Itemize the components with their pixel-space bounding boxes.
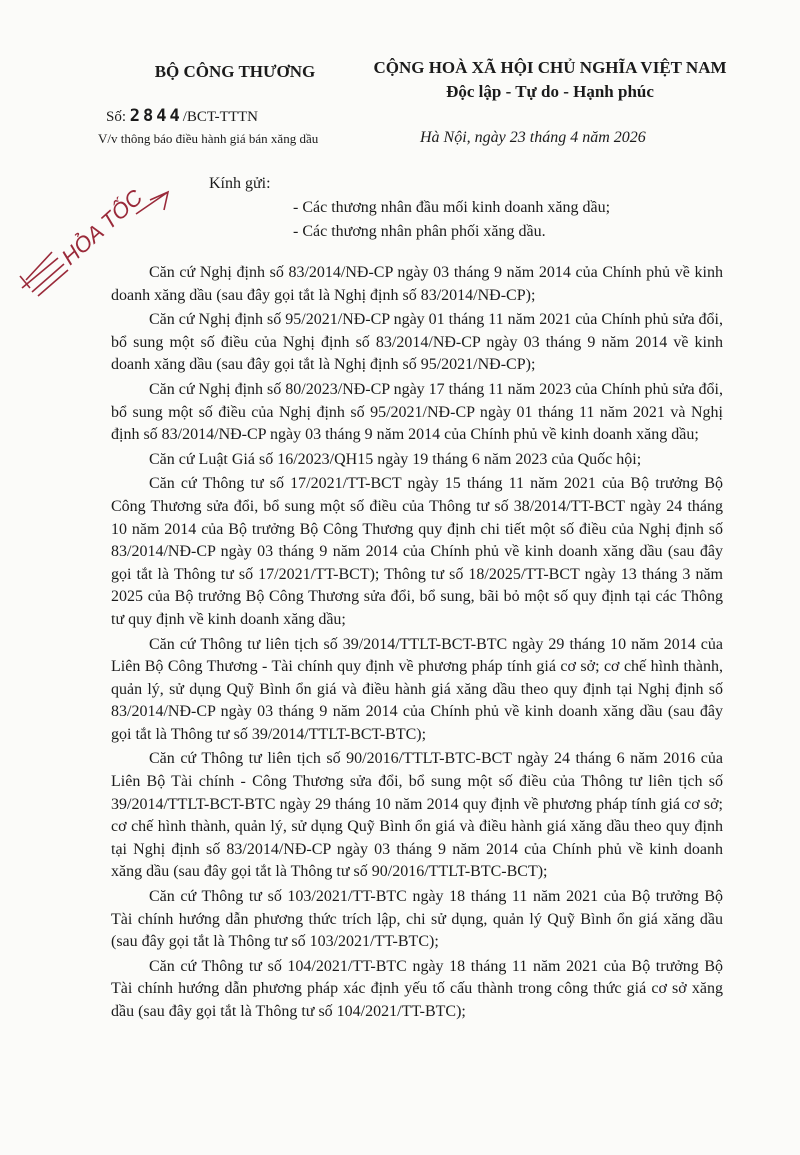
body-paragraph: Căn cứ Nghị định số 80/2023/NĐ-CP ngày 17 tháng 11 năm 2023 của Chính phủ sửa đổi, bổ sung một số điều của Nghị định số 95/2021/NĐ-CP ngày 01 tháng 11 năm 2021 và Nghị định số 83/2014/NĐ-CP ngày 03 tháng 9 năm 2014 của Chính phủ về kinh doanh xăng dầu;: [111, 380, 723, 444]
document-subject: V/v thông báo điều hành giá bán xăng dầu: [98, 131, 319, 146]
document-number-suffix: /BCT-TTTN: [182, 109, 258, 125]
recipient-item: - Các thương nhân đầu mối kinh doanh xăng dầu;: [293, 199, 611, 216]
recipient-item: - Các thương nhân phân phối xăng dầu.: [293, 223, 546, 240]
body-paragraph: Căn cứ Luật Giá số 16/2023/QH15 ngày 19 tháng 6 năm 2023 của Quốc hội;: [149, 450, 642, 468]
recipients-label: Kính gửi:: [209, 175, 271, 192]
body-paragraph: Căn cứ Thông tư số 17/2021/TT-BCT ngày 15 tháng 11 năm 2021 của Bộ trưởng Bộ Công Thương sửa đổi, bổ sung một số điều của Thông tư số 38/2014/TT-BCT ngày 24 tháng 10 năm 2014 của Bộ trưởng Bộ Công Thương quy định chi tiết một số điều của Nghị định số 83/2014/NĐ-CP ngày 03 tháng 9 năm 2014 của Chính phủ về kinh doanh xăng dầu (sau đây gọi tắt là Thông tư số 17/2021/TT-BCT); Thông tư số 18/2025/TT-BCT ngày 13 tháng 3 năm 2025 của Bộ trưởng Bộ Công Thương sửa đổi, bổ sung, bãi bỏ một số quy định tại các Thông tư quy định về kinh doanh xăng dầu;: [111, 475, 723, 628]
body-paragraph: Căn cứ Nghị định số 83/2014/NĐ-CP ngày 03 tháng 9 năm 2014 của Chính phủ về kinh doanh xăng dầu (sau đây gọi tắt là Nghị định số 83/2014/NĐ-CP);: [111, 264, 723, 304]
national-motto: CỘNG HOÀ XÃ HỘI CHỦ NGHĨA VIỆT NAM: [373, 58, 727, 77]
document-number-prefix: Số:: [106, 109, 127, 125]
recipients-list: [293, 196, 610, 244]
body-paragraph: Căn cứ Thông tư số 103/2021/TT-BTC ngày 18 tháng 11 năm 2021 của Bộ trưởng Bộ Tài chính hướng dẫn phương thức trích lập, chi sử dụng, quản lý Quỹ Bình ổn giá xăng dầu (sau đây gọi tắt là Thông tư số 103/2021/TT-BTC);: [111, 888, 723, 951]
urgent-stamp-arrow-icon: [20, 252, 68, 296]
agency-name: BỘ CÔNG THƯƠNG: [154, 62, 316, 81]
document-number-handwritten: 2844: [129, 106, 183, 126]
body-paragraph: Căn cứ Thông tư liên tịch số 90/2016/TTLT-BTC-BCT ngày 24 tháng 6 năm 2016 của Liên Bộ Tài chính - Công Thương sửa đổi, bổ sung một số điều của Thông tư liên tịch số 39/2014/TTLT-BCT-BTC ngày 29 tháng 10 năm 2014 quy định về phương pháp tính giá cơ sở; cơ chế hình thành, quản lý, sử dụng Quỹ Bình ổn giá và điều hành giá xăng dầu theo quy định tại Nghị định số 83/2014/NĐ-CP ngày 03 tháng 9 năm 2014 của Chính phủ về kinh doanh xăng dầu (sau đây gọi tắt là Thông tư số 90/2016/TTLT-BTC-BCT);: [111, 750, 723, 881]
document-body: [111, 262, 723, 1026]
urgent-stamp-text: HỎA TỐC: [56, 184, 148, 270]
body-paragraph: Căn cứ Thông tư số 104/2021/TT-BTC ngày 18 tháng 11 năm 2021 của Bộ trưởng Bộ Tài chính hướng dẫn phương pháp xác định yếu tố cấu thành trong công thức giá cơ sở xăng dầu (sau đây gọi tắt là Thông tư số 104/2021/TT-BTC);: [111, 957, 723, 1020]
national-slogan: Độc lập - Tự do - Hạnh phúc: [446, 82, 654, 101]
document-number: [106, 106, 258, 126]
document-date: Hà Nội, ngày 23 tháng 4 năm 2026: [420, 129, 646, 146]
body-paragraph: Căn cứ Nghị định số 95/2021/NĐ-CP ngày 01 tháng 11 năm 2021 của Chính phủ sửa đổi, bổ sung một số điều của Nghị định số 83/2014/NĐ-CP ngày 03 tháng 9 năm 2014 về kinh doanh xăng dầu (sau đây gọi tắt là Nghị định số 95/2021/NĐ-CP);: [111, 311, 723, 374]
body-paragraph: Căn cứ Thông tư liên tịch số 39/2014/TTLT-BCT-BTC ngày 29 tháng 10 năm 2014 của Liên Bộ Công Thương - Tài chính quy định về phương pháp tính giá cơ sở; cơ chế hình thành, quản lý, sử dụng Quỹ Bình ổn giá và điều hành giá xăng dầu theo quy định tại Nghị định số 83/2014/NĐ-CP ngày 03 tháng 9 năm 2014 của Chính phủ về kinh doanh xăng dầu (sau đây gọi tắt là Thông tư số 39/2014/TTLT-BCT-BTC);: [111, 635, 723, 743]
